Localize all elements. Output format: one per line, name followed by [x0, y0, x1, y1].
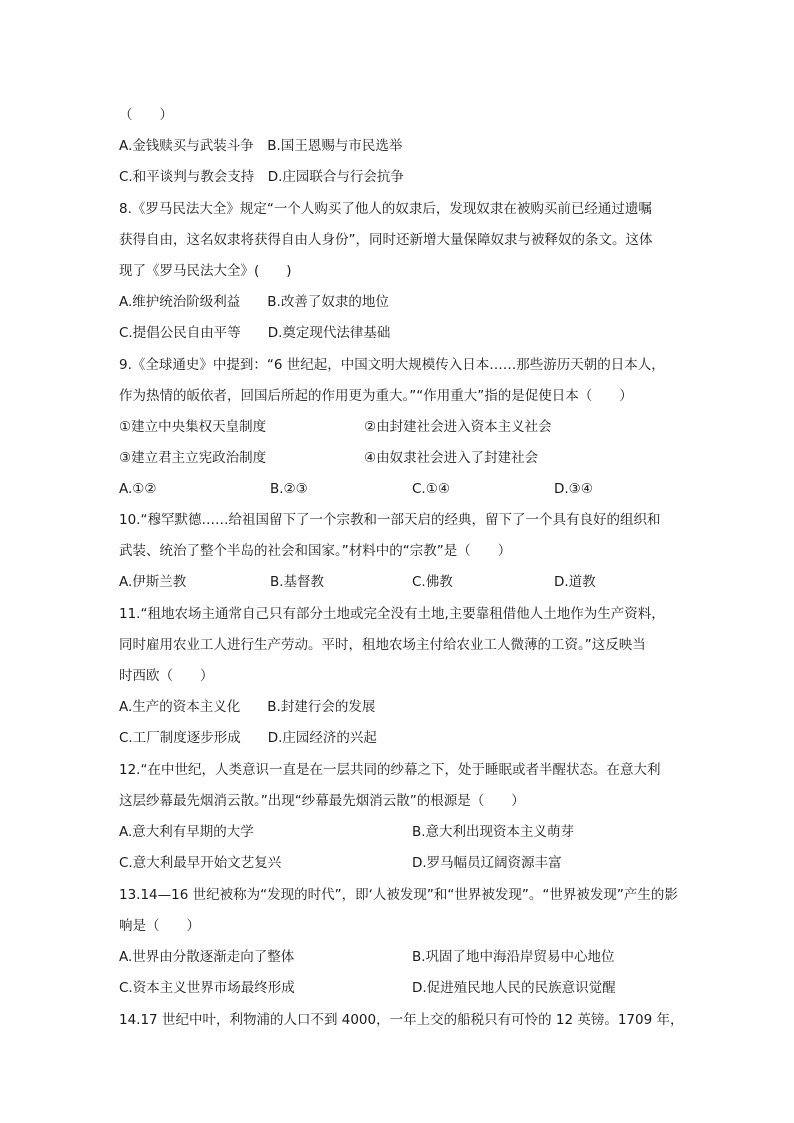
- q11-options-cd: C.工厂制度逐步形成 D.庄园经济的兴起: [119, 730, 377, 746]
- q12-choice-c: C.意大利最早开始文艺复兴: [119, 855, 282, 871]
- q12-choice-d: D.罗马幅员辽阔资源丰富: [412, 855, 562, 871]
- q13-choice-a: A.世界由分散逐渐走向了整体: [119, 949, 295, 965]
- q9-choice-a: A.①②: [119, 481, 157, 497]
- q11-options-ab: A.生产的资本主义化 B.封建行会的发展: [119, 699, 376, 715]
- q11-stem-line-3: 时西欧（ ）: [119, 668, 214, 684]
- q13-choice-d: D.促进殖民地人民的民族意识觉醒: [412, 980, 616, 996]
- q7-options-ab: A.金钱赎买与武装斗争 B.国王恩赐与市民选举: [119, 138, 403, 154]
- q12-choice-b: B.意大利出现资本主义萌芽: [412, 824, 575, 840]
- q9-choice-d: D.③④: [554, 481, 593, 497]
- q9-statement-2: ②由封建社会进入资本主义社会: [364, 419, 552, 435]
- q9-choice-b: B.②③: [270, 481, 308, 497]
- q10-stem-line-2: 武装、统治了整个半岛的社会和国家。”材料中的“宗教”是（ ）: [119, 543, 512, 559]
- q9-choice-c: C.①④: [412, 481, 450, 497]
- q13-choice-b: B.巩固了地中海沿岸贸易中心地位: [412, 949, 615, 965]
- q7-options-cd: C.和平谈判与教会支持 D.庄园联合与行会抗争: [119, 169, 404, 185]
- q7-answer-blank: （ ）: [119, 107, 173, 123]
- q8-options-ab: A.维护统治阶级利益 B.改善了奴隶的地位: [119, 294, 389, 310]
- q12-stem-line-2: 这层纱幕最先烟消云散。”出现“纱幕最先烟消云散”的根源是（ ）: [119, 793, 525, 809]
- q12-choice-a: A.意大利有早期的大学: [119, 824, 254, 840]
- q8-options-cd: C.提倡公民自由平等 D.奠定现代法律基础: [119, 325, 391, 341]
- q10-choice-b: B.基督教: [270, 574, 325, 590]
- q9-stem-line-1: 9.《全球通史》中提到：“6 世纪起，中国文明大规模传入日本……那些游历天朝的日本人，: [119, 357, 665, 373]
- q9-stem-line-2: 作为热情的皈依者，回国后所起的作用更为重大。”“作用重大”指的是促使日本（ ）: [119, 388, 633, 404]
- q8-stem-line-2: 获得自由，这名奴隶将获得自由人身份”，同时还新增大量保障奴隶与被释奴的条文。这体: [119, 232, 653, 248]
- q13-stem-line-1: 13.14—16 世纪被称为“发现的时代”，即‘人被发现”和“世界被发现”。“世界被发现”产生的影: [119, 887, 678, 903]
- q9-statement-3: ③建立君主立宪政治制度: [119, 450, 267, 466]
- q10-stem-line-1: 10.“穆罕默德……给祖国留下了一个宗教和一部天启的经典，留下了一个具有良好的组织和: [119, 512, 661, 528]
- q11-stem-line-1: 11.“租地农场主通常自己只有部分土地或完全没有土地,主要靠租借他人土地作为生产资料，: [119, 606, 665, 622]
- q8-stem-line-3: 现了《罗马民法大全》( ): [119, 263, 292, 279]
- q12-stem-line-1: 12.“在中世纪，人类意识一直是在一层共同的纱幕之下，处于睡眠或者半醒状态。在意大利: [119, 762, 661, 778]
- q13-stem-line-2: 响是（ ）: [119, 918, 200, 934]
- q10-choice-a: A.伊斯兰教: [119, 574, 187, 590]
- q9-statement-1: ①建立中央集权天皇制度: [119, 419, 267, 435]
- q11-stem-line-2: 同时雇用农业工人进行生产劳动。平时，租地农场主付给农业工人微薄的工资。”这反映当: [119, 637, 646, 653]
- q14-stem-line-1: 14.17 世纪中叶，利物浦的人口不到 4000，一年上交的船税只有可怜的 12 英镑。1709 年，: [119, 1012, 684, 1028]
- q8-stem-line-1: 8.《罗马民法大全》规定“一个人购买了他人的奴隶后，发现奴隶在被购买前已经通过遗嘱: [119, 201, 652, 217]
- q13-choice-c: C.资本主义世界市场最终形成: [119, 980, 295, 996]
- q10-choice-c: C.佛教: [412, 574, 453, 590]
- q10-choice-d: D.道教: [554, 574, 596, 590]
- q9-statement-4: ④由奴隶社会进入了封建社会: [364, 450, 539, 466]
